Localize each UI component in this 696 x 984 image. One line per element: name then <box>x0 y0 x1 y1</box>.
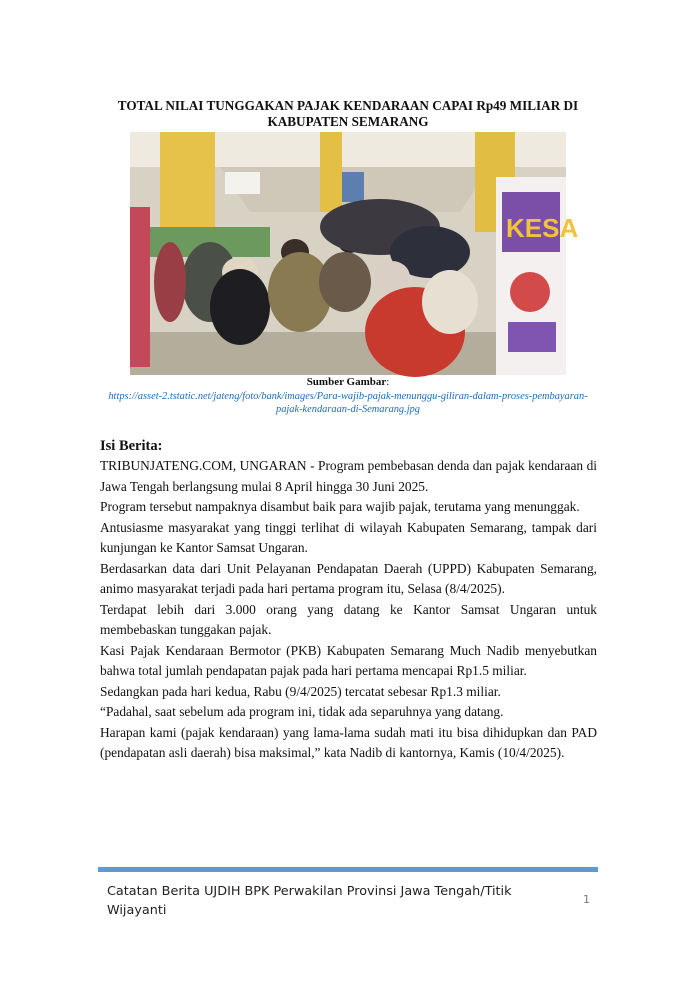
banner-text: KESA <box>506 213 579 243</box>
footer-text: Catatan Berita UJDIH BPK Perwakilan Provinsi Jawa Tengah/Titik Wijayanti <box>107 884 512 918</box>
paragraph: Antusiasme masyarakat yang tinggi terlihat di wilayah Kabupaten Semarang, tampak dari kunjungan ke Kantor Samsat Ungaran. <box>100 519 597 555</box>
image-source-label: Sumber Gambar: <box>306 376 390 388</box>
paragraph: Sedangkan pada hari kedua, Rabu (9/4/2025) tercatat sebesar Rp1.3 miliar. <box>100 683 501 699</box>
article-body <box>100 456 597 764</box>
article-photo <box>130 132 579 375</box>
footer-divider <box>98 867 598 872</box>
paragraph: “Padahal, saat sebelum ada program ini, tidak ada separuhnya yang datang. <box>100 704 504 719</box>
paragraph: Program tersebut nampaknya disambut baik para wajib pajak, terutama yang menunggak. <box>100 499 580 514</box>
paragraph: TRIBUNJATENG.COM, UNGARAN - Program pembebasan denda dan pajak kendaraan di Jawa Tengah berlangsung mulai 8 April hingga 30 Juni 2025. <box>100 458 597 494</box>
paragraph: Harapan kami (pajak kendaraan) yang lama-lama sudah mati itu bisa dihidupkan dan PAD (pendapatan asli daerah) bisa maksimal,” kata Nadib di kantornya, Kamis (10/4/2025). <box>100 724 597 760</box>
photo-crowd-waiting-room-icon <box>130 132 579 375</box>
paragraph: Berdasarkan data dari Unit Pelayanan Pendapatan Daerah (UPPD) Kabupaten Semarang, animo masyarakat terjadi pada hari pertama program itu, Selasa (8/4/2025). <box>100 560 597 596</box>
image-source-url[interactable]: https://asset-2.tstatic.net/jateng/foto/bank/images/Para-wajib-pajak-menunggu-giliran-dalam-proses-pembayaran-pajak-kendaraan-di-Semarang.jpg <box>108 391 588 415</box>
page-number: 1 <box>583 893 590 906</box>
paragraph: Kasi Pajak Kendaraan Bermotor (PKB) Kabupaten Semarang Much Nadib menyebutkan bahwa total jumlah pendapatan pajak pada hari pertama mencapai Rp1.5 miliar. <box>100 642 597 678</box>
article-title: TOTAL NILAI TUNGGAKAN PAJAK KENDARAAN CAPAI Rp49 MILIAR DI KABUPATEN SEMARANG <box>117 98 579 129</box>
paragraph: Terdapat lebih dari 3.000 orang yang datang ke Kantor Samsat Ungaran untuk membebaskan tunggakan pajak. <box>100 601 597 637</box>
section-heading: Isi Berita: <box>100 438 163 454</box>
